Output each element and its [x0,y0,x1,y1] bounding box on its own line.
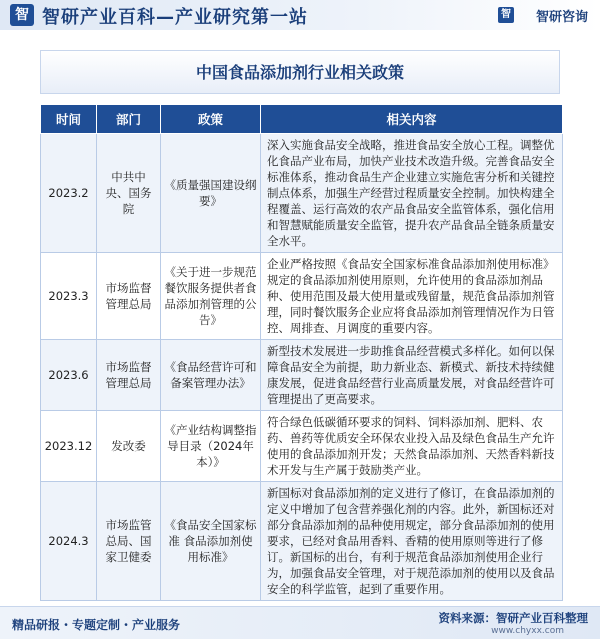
cell-time: 2023.3 [41,253,97,340]
cell-content: 深入实施食品安全战略，推进食品安全放心工程。调整优化食品产业布局，加快产业技术改造升级。完善食品安全标准体系，推动食品生产企业建立实施危害分析和关键控制点体系，加强生产经营过程质量安全控制。加快构建全程覆盖、运行高效的农产品食品安全监管体系，强化信用和智慧赋能质量安全监管，提升农产品食品全链条质量安全水平。 [261,134,563,253]
cell-department: 中共中央、国务院 [97,134,161,253]
cell-department: 市场监管总局、国家卫健委 [97,482,161,601]
column-header-department: 部门 [97,105,161,134]
table-row [41,482,563,601]
policy-table [40,104,563,601]
cell-time: 2023.6 [41,340,97,411]
cell-time: 2023.12 [41,411,97,482]
cell-policy: 《食品安全国家标准 食品添加剂使用标准》 [161,482,261,601]
table-title: 中国食品添加剂行业相关政策 [40,50,560,94]
table-row [41,340,563,411]
cell-policy: 《质量强国建设纲要》 [161,134,261,253]
cell-content: 符合绿色低碳循环要求的饲料、饲料添加剂、肥料、农药、兽药等优质安全环保农业投入品及绿色食品生产允许使用的食品添加剂开发；天然食品添加剂、天然香料新技术开发与生产属于鼓励类产业。 [261,411,563,482]
brand-name: 智研咨询 [535,10,588,25]
cell-department: 发改委 [97,411,161,482]
column-header-policy: 政策 [161,105,261,134]
chyxx-logo-icon: 智 [10,4,34,26]
table-row [41,253,563,340]
cell-policy: 《关于进一步规范餐饮服务提供者食品添加剂管理的公告》 [161,253,261,340]
cell-department: 市场监督管理总局 [97,340,161,411]
page-header [0,0,600,36]
page-footer [0,606,600,639]
cell-policy: 《食品经营许可和备案管理办法》 [161,340,261,411]
cell-time: 2024.3 [41,482,97,601]
column-header-time: 时间 [41,105,97,134]
cell-content: 新国标对食品添加剂的定义进行了修订，在食品添加剂的定义中增加了包含营养强化剂的内容。此外，新国标还对部分食品添加剂的品种使用规定，部分食品添加剂的使用要求，已经对食品用香料、香精的使用原则等进行了修订。新国标的出台，有利于规范食品添加剂使用企业行为，加强食品安全管理，对于规范添加剂的使用以及食品安全的科学监管，起到了重要作用。 [261,482,563,601]
cell-content: 新型技术发展进一步助推食品经营模式多样化。如何以保障食品安全为前提，助力新业态、新模式、新技术持续健康发展，促进食品经营行业高质量发展，对食品经营许可管理提出了更高要求。 [261,340,563,411]
header-title: 智研产业百科—产业研究第一站 [42,7,308,28]
column-header-content: 相关内容 [261,105,563,134]
table-row [41,134,563,253]
cell-content: 企业严格按照《食品安全国家标准食品添加剂使用标准》规定的食品添加剂使用原则，允许使用的食品添加剂品种、使用范围及最大使用量或残留量，规范食品添加剂管理，同时餐饮服务企业应将食品添加剂管理情况作为日管控、周排查、月调度的重要内容。 [261,253,563,340]
cell-department: 市场监督管理总局 [97,253,161,340]
brand-logo-icon: 智 [498,7,514,23]
footer-services: 精品研报・专题定制・产业服务 [12,618,181,632]
footer-url: www.chyxx.com [491,626,564,636]
table-header-row [41,105,563,134]
footer-source: 资料来源：智研产业百科整理 [438,611,588,625]
cell-time: 2023.2 [41,134,97,253]
table-row [41,411,563,482]
cell-policy: 《产业结构调整指导目录（2024年本）》 [161,411,261,482]
